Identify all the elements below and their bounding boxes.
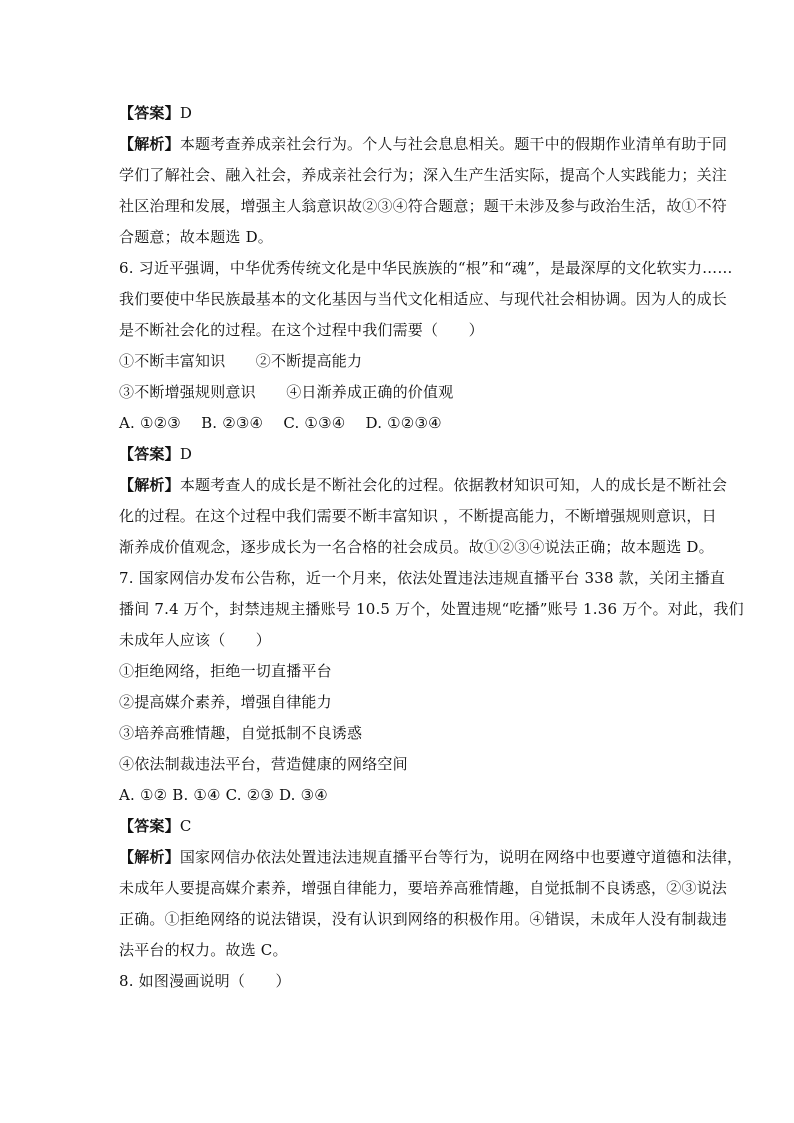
section-label: 【答案】 bbox=[119, 104, 180, 122]
question-6-statement: ③不断增强规则意识 ④日渐养成正确的价值观 bbox=[119, 383, 454, 401]
explanation-line: 【解析】本题考查人的成长是不断社会化的过程。依据教材知识可知，人的成长是不断社会 bbox=[119, 476, 728, 494]
question-7-statement: ③培养高雅情趣，自觉抵制不良诱惑 bbox=[119, 724, 363, 742]
explanation-line: 法平台的权力。故选 C。 bbox=[119, 941, 288, 959]
section-label: 【答案】 bbox=[119, 445, 180, 463]
question-7-stem: 未成年人应该（ ） bbox=[119, 631, 272, 649]
question-7-options: A. ①② B. ①④ C. ②③ D. ③④ bbox=[119, 786, 328, 804]
explanation-line: 正确。①拒绝网络的说法错误，没有认识到网络的积极作用。④错误，未成年人没有制裁违 bbox=[119, 910, 728, 928]
question-6-stem: 是不断社会化的过程。在这个过程中我们需要（ ） bbox=[119, 321, 484, 339]
question-7-stem: 播间 7.4 万个，封禁违规主播账号 10.5 万个，处置违规“吃播”账号 1.36 万个。对此，我们 bbox=[119, 600, 744, 618]
question-6-stem: 我们要使中华民族最基本的文化基因与当代文化相适应、与现代社会相协调。因为人的成长 bbox=[119, 290, 728, 308]
section-label: 【解析】 bbox=[119, 135, 180, 153]
explanation-line: 【解析】本题考查养成亲社会行为。个人与社会息息相关。题干中的假期作业清单有助于同 bbox=[119, 135, 728, 153]
explanation-line: 合题意；故本题选 D。 bbox=[119, 228, 273, 246]
explanation-line: 渐养成价值观念，逐步成长为一名合格的社会成员。故①②③④说法正确；故本题选 D。 bbox=[119, 538, 714, 556]
answer-line: 【答案】D bbox=[119, 445, 193, 463]
question-6-statement: ①不断丰富知识 ②不断提高能力 bbox=[119, 352, 363, 370]
question-7-stem: 7. 国家网信办发布公告称，近一个月来，依法处置违法违规直播平台 338 款，关闭主播直 bbox=[119, 569, 726, 587]
section-label: 【答案】 bbox=[119, 817, 180, 835]
explanation-line: 学们了解社会、融入社会，养成亲社会行为；深入生产生活实际，提高个人实践能力；关注 bbox=[119, 166, 728, 184]
explanation-line: 未成年人要提高媒介素养，增强自律能力，要培养高雅情趣，自觉抵制不良诱惑，②③说法 bbox=[119, 879, 728, 897]
answer-line: 【答案】C bbox=[119, 817, 192, 835]
question-7-statement: ④依法制裁违法平台，营造健康的网络空间 bbox=[119, 755, 408, 773]
question-6-stem: 6. 习近平强调，中华优秀传统文化是中华民族族的“根”和“魂”，是最深厚的文化软实力…… bbox=[119, 259, 733, 277]
explanation-line: 【解析】国家网信办依法处置违法违规直播平台等行为，说明在网络中也要遵守道德和法律， bbox=[119, 848, 743, 866]
explanation-line: 化的过程。在这个过程中我们需要不断丰富知识 ，不断提高能力，不断增强规则意识，日 bbox=[119, 507, 717, 525]
question-6-options: A. ①②③ B. ②③④ C. ①③④ D. ①②③④ bbox=[119, 414, 442, 432]
explanation-line: 社区治理和发展，增强主人翁意识故②③④符合题意；题干未涉及参与政治生活，故①不符 bbox=[119, 197, 728, 215]
document-page bbox=[119, 98, 744, 997]
question-7-statement: ①拒绝网络，拒绝一切直播平台 bbox=[119, 662, 332, 680]
section-label: 【解析】 bbox=[119, 848, 180, 866]
section-label: 【解析】 bbox=[119, 476, 180, 494]
question-8-stem: 8. 如图漫画说明（ ） bbox=[119, 972, 291, 990]
answer-line: 【答案】D bbox=[119, 104, 193, 122]
question-7-statement: ②提高媒介素养，增强自律能力 bbox=[119, 693, 332, 711]
